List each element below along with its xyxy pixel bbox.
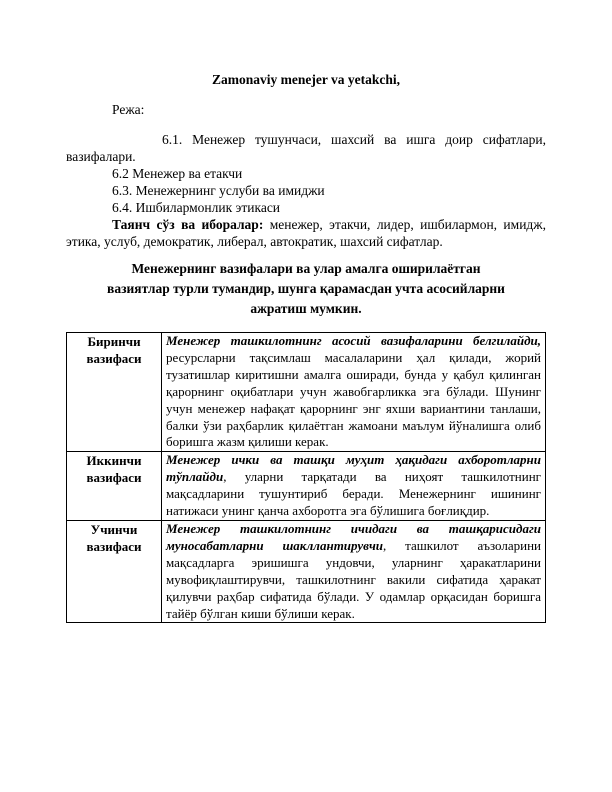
function-label: Учинчи xyxy=(90,521,138,537)
function-description xyxy=(162,333,546,452)
function-emphasis: Менежер ташкилотнинг ичидаги ва ташқарисидаги муносабатларни шакллантирувчи xyxy=(166,520,541,553)
function-text: , ташкилот аъзоларини мақсадларга эришишга ундовчи, уларнинг ҳаракатларини мувофиқлаштирувчи, ташкилотнинг вакили сифатида ҳаракат қилувчи раҳбар сифатида бўлади. У одамлар орқасидан боришга тайёр бўлган киши бўлиши керак. xyxy=(166,537,541,621)
function-emphasis: Менежер ички ва ташқи муҳит ҳақидаги ахборотларни тўплайди xyxy=(166,452,541,485)
document-title: Zamonaviy menejer va yetakchi, xyxy=(212,72,400,87)
plan-item-6-1: 6.1. Менежер тушунчаси, шахсий ва ишга доир сифатлари, xyxy=(162,132,546,147)
function-label-sub: вазифаси xyxy=(86,350,142,366)
plan-item-6-3: 6.3. Менежернинг услуби ва имиджи xyxy=(112,183,325,198)
keywords-line-2: этика, услуб, демократик, либерал, автократик, шахсий сифатлар. xyxy=(66,234,443,249)
function-text: , уларни тарқатади ва ниҳоят ташкилотнинг мақсадларини тушунтириб беради. Менежернинг ишининг натижаси унинг қанча ахборотга эга бўлишига боғлиқдир. xyxy=(166,469,541,519)
table-row xyxy=(67,520,546,622)
keywords-line-1 xyxy=(112,216,546,233)
keywords-label: Таянч сўз ва иборалар: xyxy=(112,217,264,232)
plan-item-6-1-cont: вазифалари. xyxy=(66,149,136,164)
function-label: Биринчи xyxy=(87,334,141,349)
function-label-sub: вазифаси xyxy=(86,470,142,486)
section-heading-line-1: Менежернинг вазифалари ва улар амалга оширилаётган xyxy=(131,261,481,276)
function-emphasis: Менежер ташкилотнинг асосий вазифаларини белгилайди, xyxy=(166,333,541,348)
function-label-cell xyxy=(67,333,162,452)
plan-item-6-2: 6.2 Менежер ва етакчи xyxy=(112,166,243,181)
function-label-cell xyxy=(67,520,162,622)
section-heading-line-2: вазиятлар турли тумандир, шунга қарамасдан учта асосийларни xyxy=(107,281,505,296)
function-label-sub: вазифаси xyxy=(86,538,142,554)
keywords-text: менежер, этакчи, лидер, ишбилармон, имидж, xyxy=(269,217,546,232)
function-description xyxy=(162,520,546,622)
section-heading-line-3: ажратиш мумкин. xyxy=(250,301,362,316)
function-label-cell xyxy=(67,452,162,521)
function-label: Иккинчи xyxy=(86,453,142,469)
function-text: ресурсларни тақсимлаш масалаларини ҳал қилади, жорий тузатишлар киритишни амалга оширади, бунда у қабул қилинган қарорнинг оқибатлари учун жавобгарликка эга бўлади. Шунинг учун менежер нафақат қарорнинг энг яхши вариантини танлаши, балки ўзи раҳбарлик қилаётган жамоани маълум йўналишга олиб боришга жазм қилиши керак. xyxy=(166,349,541,450)
table-row xyxy=(67,452,546,521)
plan-item-6-4: 6.4. Ишбилармонлик этикаси xyxy=(112,200,281,215)
table-row xyxy=(67,333,546,452)
functions-table xyxy=(66,332,546,623)
function-description xyxy=(162,452,546,521)
plan-label: Режа: xyxy=(112,102,145,117)
